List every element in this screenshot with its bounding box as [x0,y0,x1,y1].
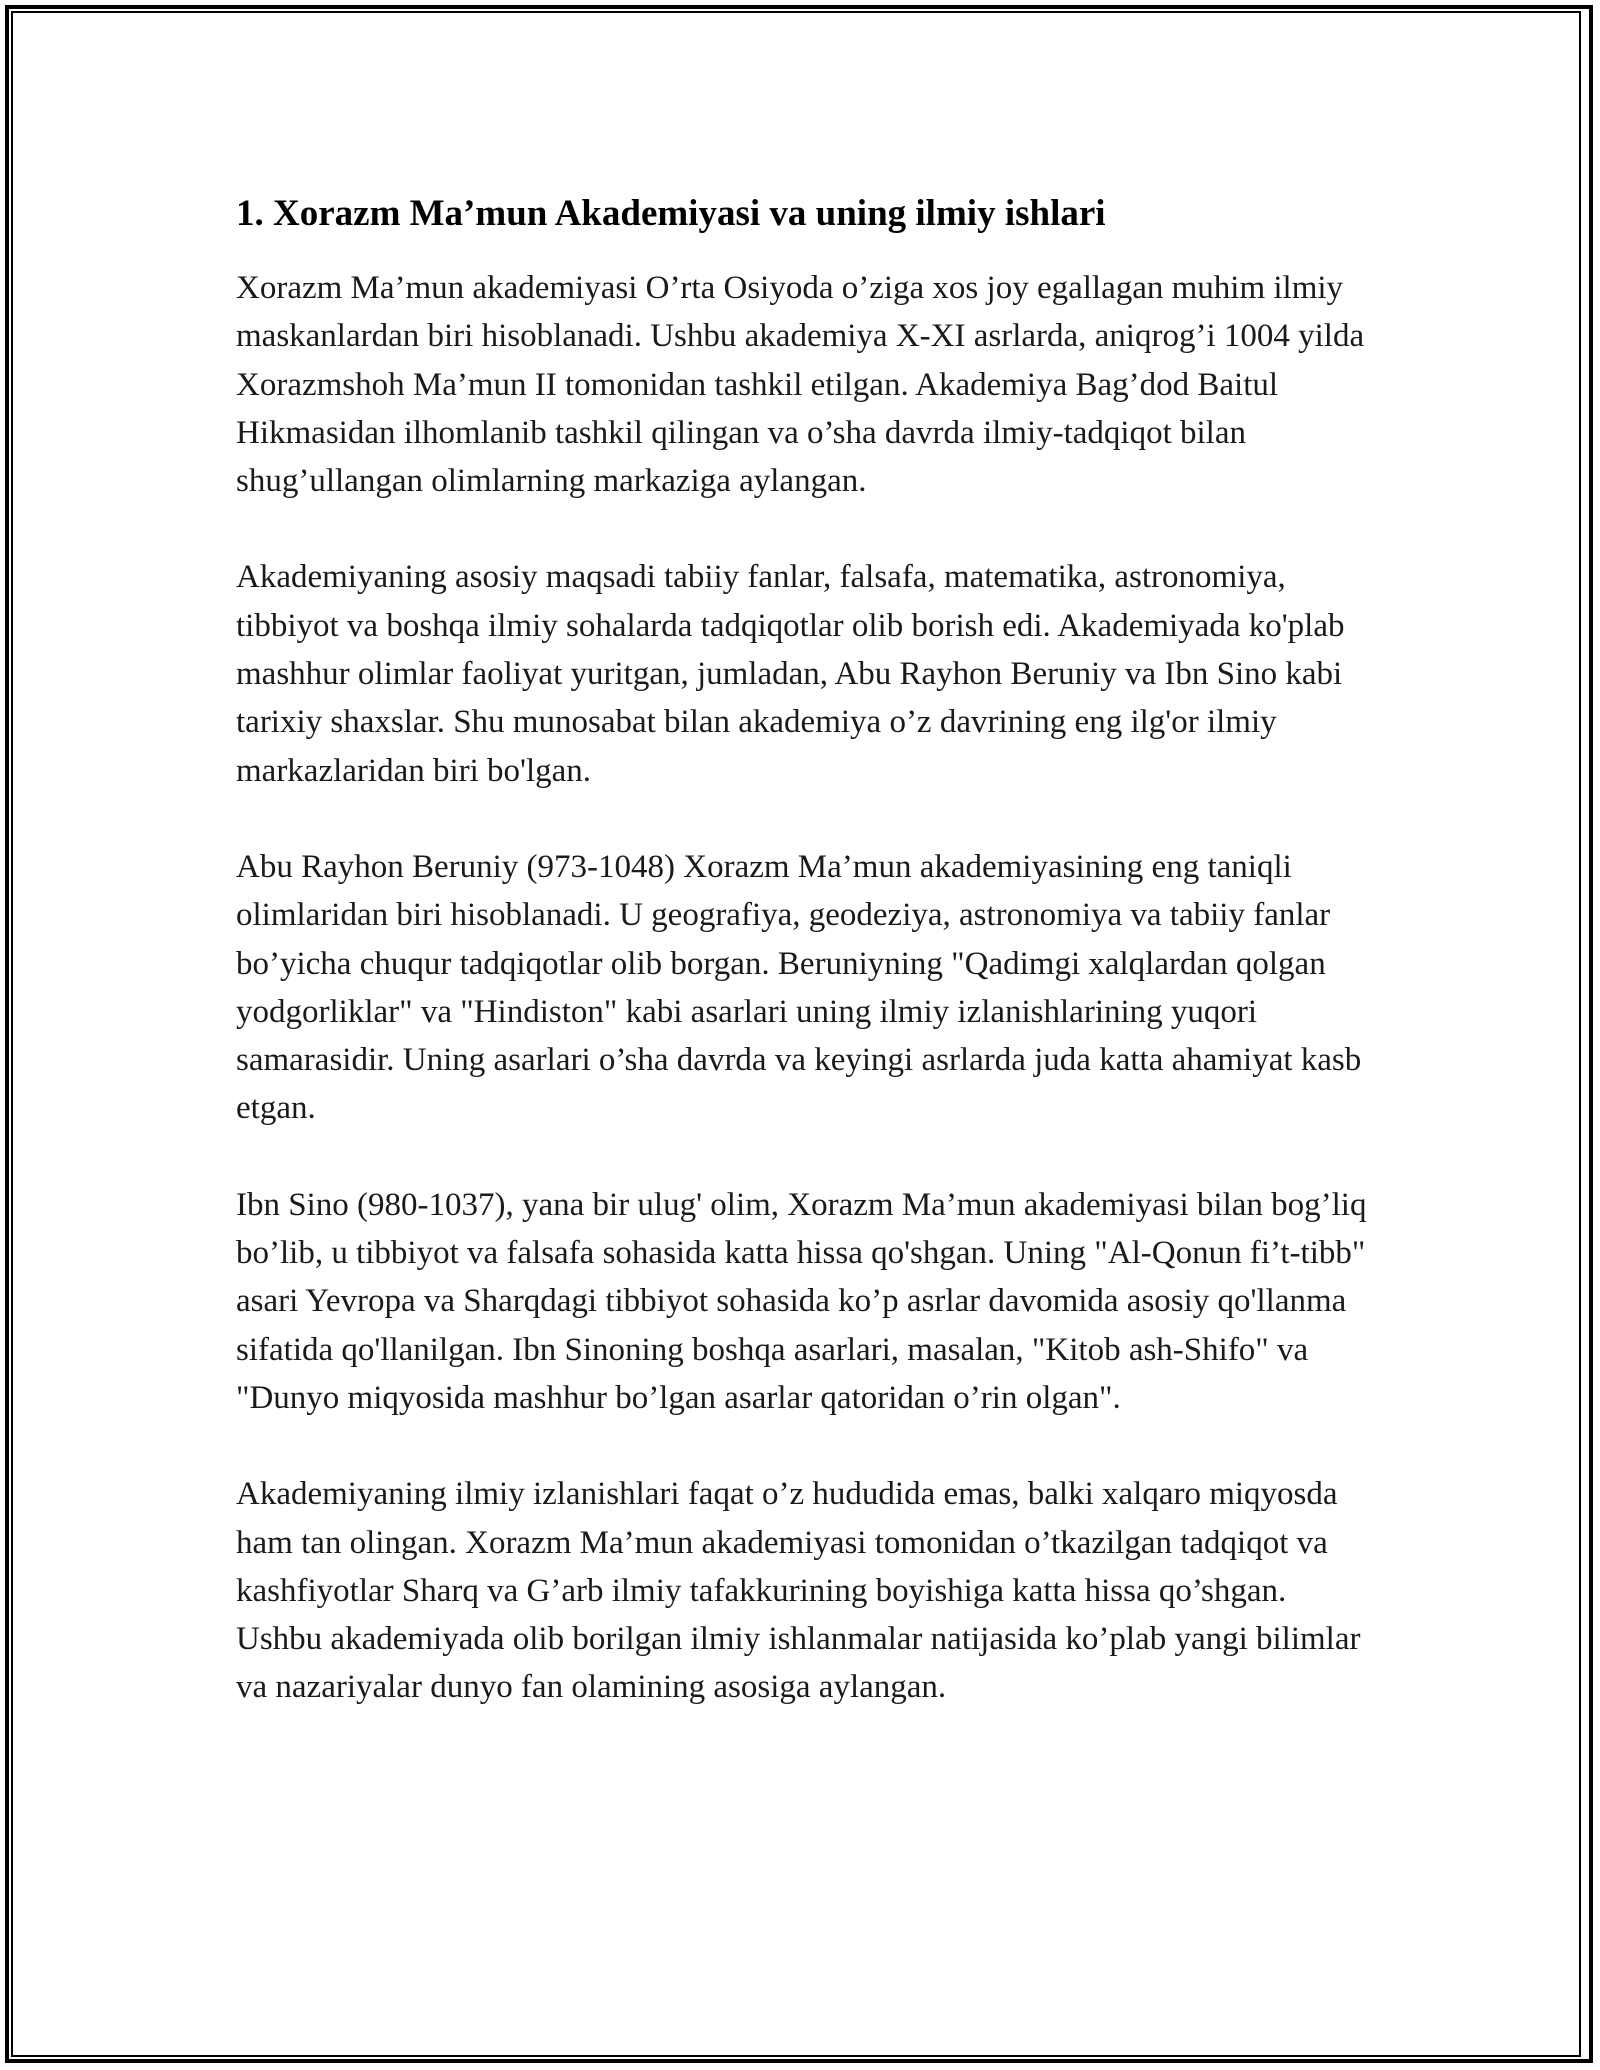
document-body [236,186,1376,1760]
paragraph-3: Abu Rayhon Beruniy (973-1048) Xorazm Ma’mun akademiyasining eng taniqli olimlaridan biri hisoblanadi. U geografiya, geodeziya, astronomiya va tabiiy fanlar bo’yicha chuqur tadqiqotlar olib borgan. Beruniyning "Qadimgi xalqlardan qolgan yodgorliklar" va "Hindiston" kabi asarlari uning ilmiy izlanishlarining yuqori samarasidir. Uning asarlari o’sha davrda va keyingi asrlarda juda katta ahamiyat kasb etgan. [236,848,1362,1127]
paragraph-2: Akademiyaning asosiy maqsadi tabiiy fanlar, falsafa, matematika, astronomiya, tibbiyot va boshqa ilmiy sohalarda tadqiqotlar olib borish edi. Akademiyada ko'plab mashhur olimlar faoliyat yuritgan, jumladan, Abu Rayhon Beruniy va Ibn Sino kabi tarixiy shaxslar. Shu munosabat bilan akademiya o’z davrining eng ilg'or ilmiy markazlaridan biri bo'lgan. [236,559,1345,789]
section-heading: 1. Xorazm Ma’mun Akademiyasi va uning ilmiy ishlari [236,193,1106,234]
paragraph-4: Ibn Sino (980-1037), yana bir ulug' olim, Xorazm Ma’mun akademiyasi bilan bog’liq bo’lib, u tibbiyot va falsafa sohasida katta hissa qo'shgan. Uning "Al-Qonun fi’t-tibb" asari Yevropa va Sharqdagi tibbiyot sohasida ko’p asrlar davomida asosiy qo'llanma sifatida qo'llanilgan. Ibn Sinoning boshqa asarlari, masalan, "Kitob ash-Shifo" va "Dunyo miqyosida mashhur bo’lgan asarlar qatoridan o’rin olgan". [236,1186,1367,1416]
paragraph-5: Akademiyaning ilmiy izlanishlari faqat o’z hududida emas, balki xalqaro miqyosda ham tan olingan. Xorazm Ma’mun akademiyasi tomonidan o’tkazilgan tadqiqot va kashfiyotlar Sharq va G’arb ilmiy tafakkurining boyishiga katta hissa qo’shgan. Ushbu akademiyada olib borilgan ilmiy ishlanmalar natijasida ko’plab yangi bilimlar va nazariyalar dunyo fan olamining asosiga aylangan. [236,1476,1361,1706]
paragraph-1: Xorazm Ma’mun akademiyasi O’rta Osiyoda o’ziga xos joy egallagan muhim ilmiy maskanlardan biri hisoblanadi. Ushbu akademiya X-XI asrlarda, aniqrog’i 1004 yilda Xorazmshoh Ma’mun II tomonidan tashkil etilgan. Akademiya Bag’dod Baitul Hikmasidan ilhomlanib tashkil qilingan va o’sha davrda ilmiy-tadqiqot bilan shug’ullangan olimlarning markaziga aylangan. [236,270,1365,500]
